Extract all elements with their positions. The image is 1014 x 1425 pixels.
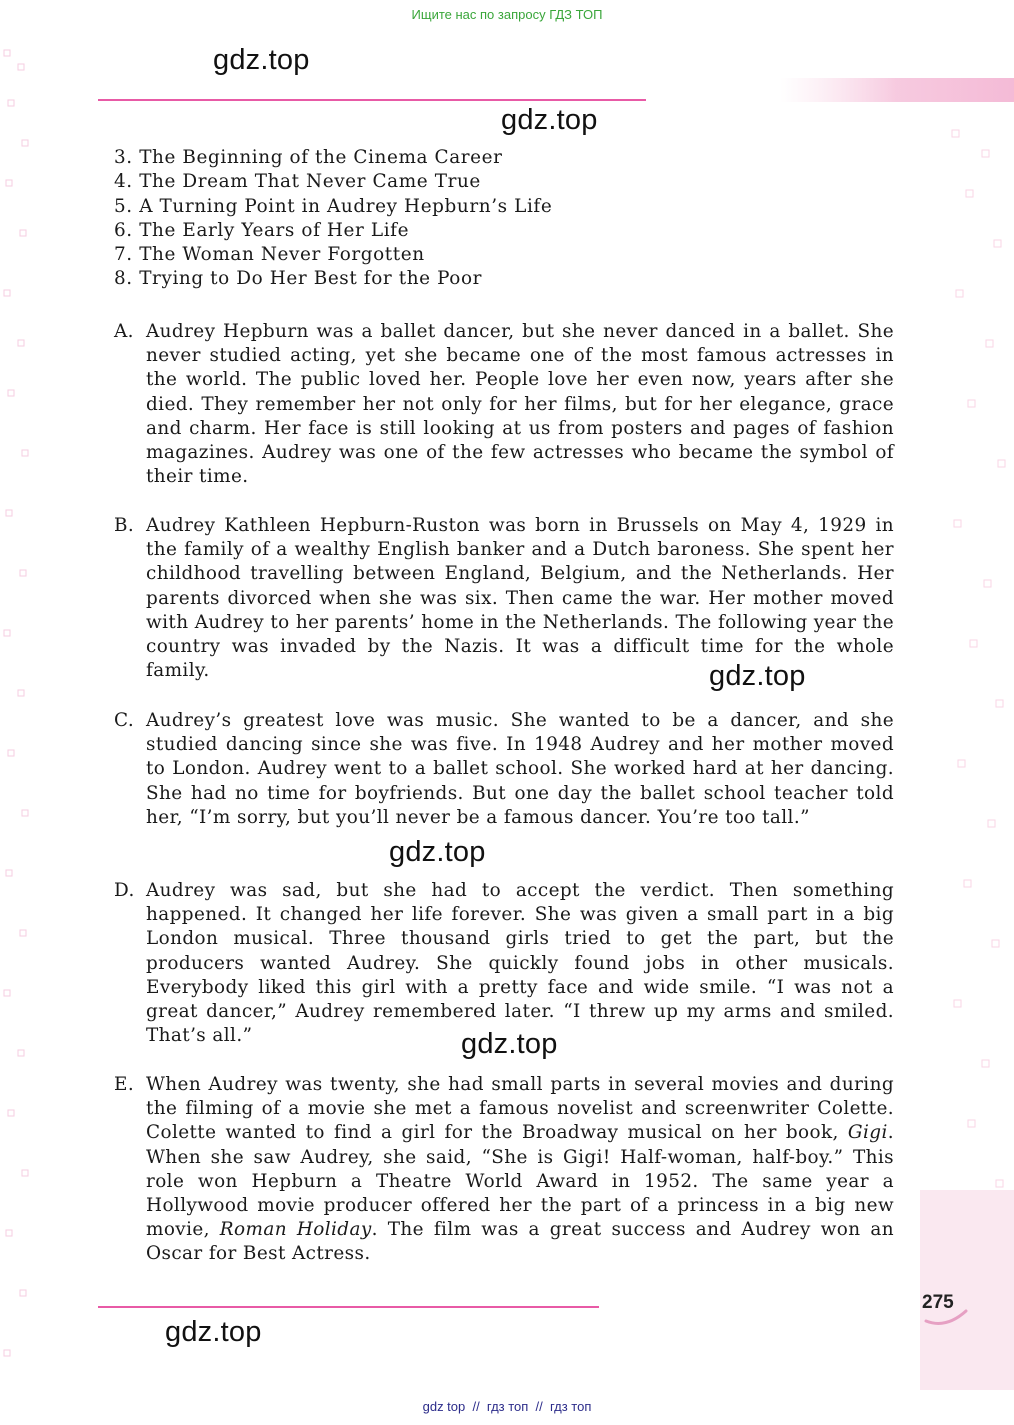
paragraph-label: B.: [114, 515, 135, 536]
heading-item: 4. The Dream That Never Came True: [114, 171, 481, 193]
text-run: When Audrey was twenty, she had small parts in several movies and during the filming of a movie she met a famous novelist and screenwriter Colette. Colette wanted to find a girl for the Broadway musical on her book,: [146, 1074, 894, 1144]
heading-list: [114, 146, 634, 292]
paragraph-label: D.: [114, 880, 135, 901]
heading-item: 7. The Woman Never Forgotten: [114, 244, 425, 266]
heading-item: 5. A Turning Point in Audrey Hepburn’s Life: [114, 195, 553, 217]
paragraph-label: A.: [114, 321, 134, 342]
paragraph-b: [114, 514, 894, 683]
watermark: gdz.top: [213, 44, 310, 76]
paragraph-a: [114, 320, 894, 489]
bottom-rule: [98, 1306, 599, 1308]
paragraph-label: E.: [114, 1074, 135, 1095]
paragraph-text: Audrey’s greatest love was music. She wanted to be a dancer, and she studied dancing since she was five. In 1948 Audrey and her mother moved to London. Audrey went to a ballet school. She worked hard at her dancing. She had no time for boyfriends. But one day the ballet school teacher told her, “I’m sorry, but you’ll never be a famous dancer. You’re too tall.”: [146, 710, 894, 828]
paragraph-text: [146, 1073, 894, 1267]
watermark: gdz.top: [709, 660, 806, 692]
text-run: . The film was a great success and Audrey won an Oscar for Best Actress.: [146, 1219, 894, 1265]
heading-item: 3. The Beginning of the Cinema Career: [114, 147, 503, 168]
watermark: gdz.top: [461, 1028, 558, 1060]
paragraph-e: [114, 1073, 894, 1267]
watermark: gdz.top: [165, 1316, 262, 1348]
page-number-swoosh: [924, 1305, 970, 1327]
heading-item: 6. The Early Years of Her Life: [114, 219, 410, 241]
paragraph-d: [114, 879, 894, 1048]
footer-links[interactable]: gdz top // гдз топ // гдз топ: [422, 1399, 592, 1414]
paragraph-text: Audrey was sad, but she had to accept the verdict. Then something happened. It changed her life forever. She was given a small part in a big London musical. Three thousand girls tried to get the part, but the producers wanted Audrey. She quickly found jobs in other musicals. Everybody liked this girl with a pretty face and wide smile. “I was not a great dancer,” Audrey remembered later. “I threw up my arms and smiled. That’s all.”: [146, 880, 894, 1047]
right-decorative-pattern: [942, 120, 1014, 1310]
watermark: gdz.top: [501, 104, 598, 136]
watermark: gdz.top: [389, 836, 486, 868]
paragraph-label: C.: [114, 710, 135, 731]
top-decorative-band: [780, 78, 1014, 102]
bottom-right-decorative-block: [920, 1190, 1014, 1390]
top-banner[interactable]: Ищите нас по запросу ГДЗ ТОП: [411, 7, 603, 22]
paragraph-text: Audrey Hepburn was a ballet dancer, but she never danced in a ballet. She never studied acting, yet she became one of the most famous actresses in the world. The public loved her. People love her even now, years after she died. They remember her not only for her films, but for her elegance, grace and charm. Her face is still looking at us from posters and pages of fashion magazines. Audrey was one of the few actresses who became the symbol of their time.: [146, 321, 894, 488]
heading-item: 8. Trying to Do Her Best for the Poor: [114, 268, 483, 290]
page-number: 275: [922, 1292, 954, 1313]
left-decorative-pattern: [0, 30, 40, 1400]
paragraph-c: [114, 709, 894, 830]
book-title: Gigi: [847, 1122, 888, 1144]
movie-title: Roman Holiday: [219, 1219, 372, 1241]
text-run: . When she saw Audrey, she said, “She is Gigi! Half-woman, half-boy.” This role won Hepburn a Theatre World Award in 1952. The same year a Hollywood movie producer offered her the part of a princess in a big new movie,: [146, 1122, 894, 1241]
top-rule: [98, 99, 646, 101]
paragraph-text: Audrey Kathleen Hepburn-Ruston was born in Brussels on May 4, 1929 in the family of a wealthy English banker and a Dutch baroness. She spent her childhood travelling between England, Belgium, and the Netherlands. Her parents divorced when she was six. Then came the war. Her mother moved with Audrey to her parents’ home in the Netherlands. The following year the country was invaded by the Nazis. It was a difficult time for the whole family.: [146, 515, 894, 682]
